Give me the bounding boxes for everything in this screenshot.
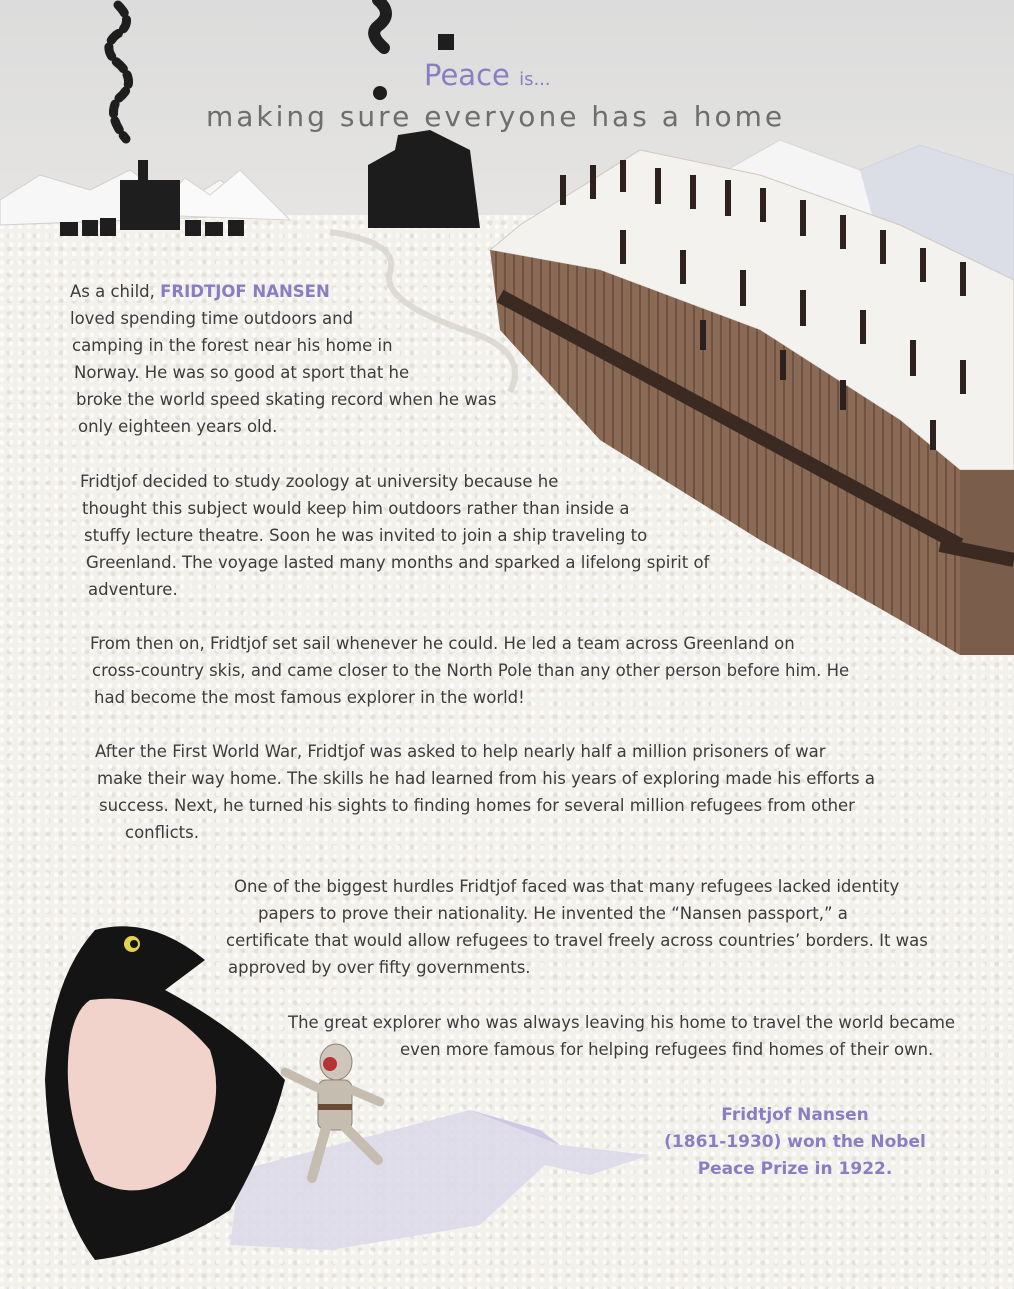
paragraph-line: success. Next, he turned his sights to finding homes for several million refugees from other (99, 796, 855, 815)
peace-word: Peace (424, 58, 510, 92)
paragraph-line: had become the most famous explorer in the world! (94, 688, 525, 707)
page-subtitle: making sure everyone has a home (206, 100, 786, 133)
is-word: is... (519, 69, 551, 90)
paragraph-line: Norway. He was so good at sport that he (74, 363, 410, 382)
paragraph-line: One of the biggest hurdles Fridtjof faced was that many refugees lacked identity (234, 877, 900, 896)
paragraph-line: Fridtjof decided to study zoology at university because he (80, 472, 559, 491)
caption-line: Peace Prize in 1922. (697, 1159, 893, 1179)
paragraph-line: make their way home. The skills he had learned from his years of exploring made his efforts a (97, 769, 876, 788)
paragraph-4 (95, 738, 875, 846)
paragraph-line: only eighteen years old. (78, 417, 278, 436)
paragraph-line: camping in the forest near his home in (72, 336, 393, 355)
paragraph-line: Greenland. The voyage lasted many months and sparked a lifelong spirit of (86, 553, 710, 572)
title-block (0, 0, 1014, 150)
caption-line: (1861-1930) won the Nobel (664, 1132, 926, 1152)
paragraph-line: thought this subject would keep him outdoors rather than inside a (82, 499, 630, 518)
paragraph-line: conflicts. (125, 823, 199, 842)
paragraph-line: After the First World War, Fridtjof was asked to help nearly half a million prisoners of war (95, 742, 826, 761)
paragraph-line: certificate that would allow refugees to travel freely across countries’ borders. It was (226, 931, 928, 950)
paragraph-line: approved by over fifty governments. (228, 958, 531, 977)
paragraph-line: From then on, Fridtjof set sail whenever he could. He led a team across Greenland on (90, 634, 795, 653)
paragraph-6 (288, 1009, 955, 1063)
paragraph-1 (70, 278, 496, 440)
paragraph-5 (226, 873, 928, 981)
paragraph-2 (80, 468, 709, 603)
paragraph-line: cross-country skis, and came closer to the North Pole than any other person before him. He (92, 661, 850, 680)
paragraph-line: stuffy lecture theatre. Soon he was invited to join a ship traveling to (84, 526, 648, 545)
paragraph-line: The great explorer who was always leaving his home to travel the world became (288, 1013, 956, 1032)
paragraph-1-lead: As a child, (70, 282, 155, 301)
snow-shadows (230, 1110, 650, 1250)
paragraph-line: adventure. (88, 580, 178, 599)
paragraph-line: even more famous for helping refugees find homes of their own. (400, 1040, 934, 1059)
paragraph-line: papers to prove their nationality. He invented the “Nansen passport,” a (258, 904, 848, 923)
paragraph-line: loved spending time outdoors and (70, 309, 354, 328)
nansen-name: FRIDTJOF NANSEN (160, 282, 330, 301)
paragraph-3 (90, 630, 849, 711)
paragraph-line: broke the world speed skating record when he was (76, 390, 497, 409)
peace-heading (424, 58, 551, 92)
caption-line: Fridtjof Nansen (721, 1105, 869, 1125)
nobel-caption (640, 1102, 950, 1183)
